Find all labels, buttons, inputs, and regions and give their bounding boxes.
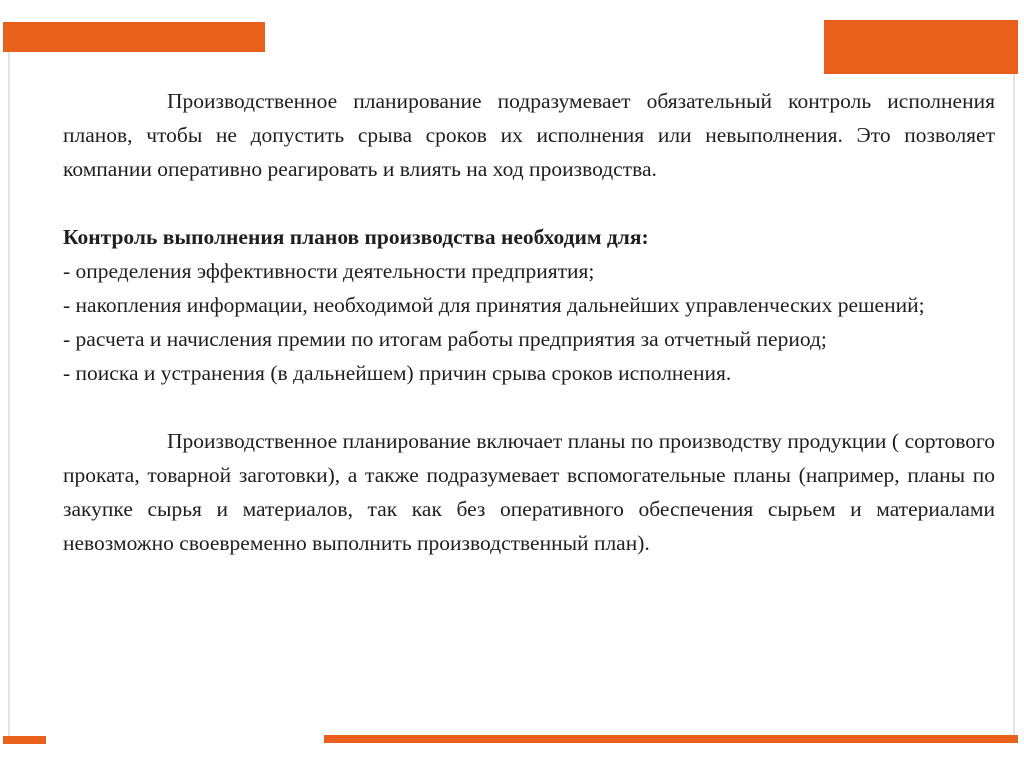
- frame-line-left: [8, 52, 10, 736]
- spacer: [63, 390, 995, 424]
- list-item: - расчета и начисления премии по итогам работы предприятия за отчетный период;: [63, 327, 827, 351]
- list-item: - накопления информации, необходимой для принятия дальнейших управленческих решений;: [63, 293, 925, 317]
- purpose-list: [63, 254, 995, 390]
- list-item: - поиска и устранения (в дальнейшем) причин срыва сроков исполнения.: [63, 361, 732, 385]
- accent-bar-top-right: [824, 20, 1018, 74]
- list-heading: Контроль выполнения планов производства необходим для:: [63, 225, 649, 249]
- accent-bar-top-left: [3, 22, 265, 52]
- accent-bar-bottom-left: [3, 736, 46, 744]
- accent-bar-bottom-right: [324, 735, 1018, 743]
- intro-paragraph: Производственное планирование подразумевает обязательный контроль исполнения планов, чтобы не допустить срыва сроков их исполнения или невыполнения. Это позволяет компании оперативно реагировать и влиять на ход производства.: [63, 89, 995, 181]
- spacer: [63, 186, 995, 220]
- list-item: - определения эффективности деятельности предприятия;: [63, 259, 595, 283]
- closing-paragraph: Производственное планирование включает планы по производству продукции ( сортового проката, товарной заготовки), а также подразумевает вспомогательные планы (например, планы по закупке сырья и материалов, так как без оперативного обеспечения сырьем и материалами невозможно своевременно выполнить производственный план).: [63, 429, 995, 555]
- slide-body: [63, 84, 995, 560]
- frame-line-right: [1013, 74, 1015, 735]
